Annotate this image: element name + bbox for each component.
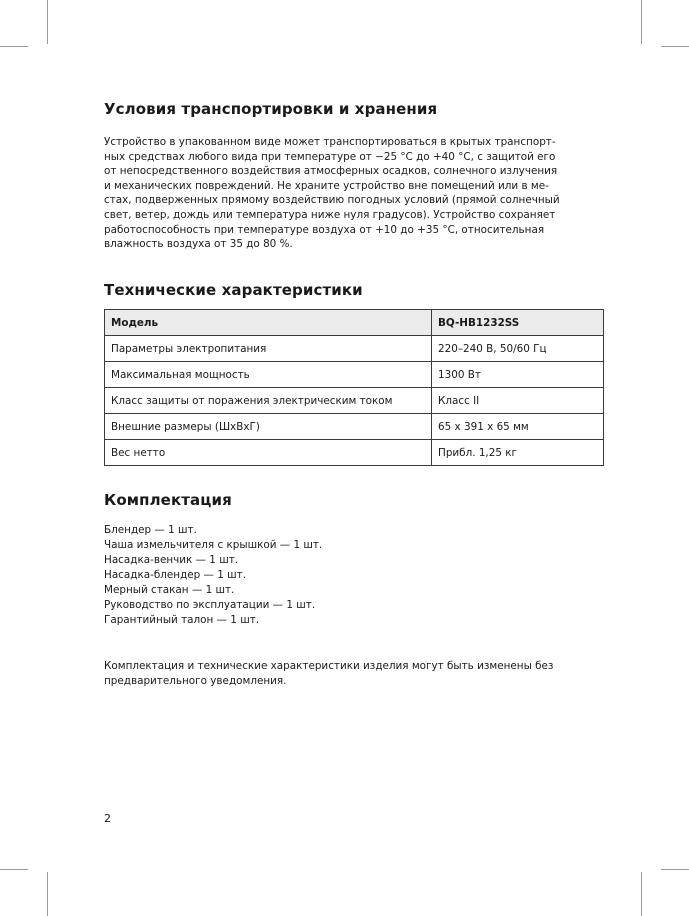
transport-line: и механических повреждений. Не храните устройство вне помещений или в ме- bbox=[104, 179, 549, 192]
spec-value: Класс II bbox=[432, 388, 604, 414]
page-number: 2 bbox=[104, 812, 111, 825]
crop-mark-top-right bbox=[641, 0, 642, 44]
crop-mark-left-top bbox=[0, 46, 28, 47]
list-item: Чаша измельчителя с крышкой — 1 шт. bbox=[104, 539, 323, 551]
crop-mark-right-bottom bbox=[661, 869, 689, 870]
list-item: Гарантийный талон — 1 шт. bbox=[104, 614, 260, 626]
transport-line: влажность воздуха от 35 до 80 %. bbox=[104, 238, 293, 251]
transport-line: ных средствах любого вида при температуре от −25 °С до +40 °С, с защитой его bbox=[104, 150, 556, 163]
specs-title: Технические характеристики bbox=[104, 281, 363, 299]
transport-line: Устройство в упакованном виде может транспортироваться в крытых транспорт- bbox=[104, 136, 556, 148]
list-item: Блендер — 1 шт. bbox=[104, 524, 197, 536]
transport-line: от непосредственного воздействия атмосферных осадков, солнечного излучения bbox=[104, 165, 558, 178]
list-item: Насадка-блендер — 1 шт. bbox=[104, 569, 247, 581]
specs-table bbox=[104, 309, 604, 466]
transport-line: работоспособность при температуре воздуха от +10 до +35 °С, относительная bbox=[104, 223, 545, 236]
spec-value: 65 x 391 x 65 мм bbox=[432, 414, 604, 440]
specs-header-model: BQ-HB1232SS bbox=[432, 310, 604, 336]
kit-list bbox=[104, 523, 322, 628]
spec-label: Вес нетто bbox=[105, 440, 432, 466]
crop-mark-right-top bbox=[661, 46, 689, 47]
spec-label: Параметры электропитания bbox=[105, 336, 432, 362]
list-item: Мерный стакан — 1 шт. bbox=[104, 584, 235, 596]
spec-value: 220–240 В, 50/60 Гц bbox=[432, 336, 604, 362]
crop-mark-bottom-right bbox=[641, 872, 642, 916]
transport-line: стах, подверженных прямому воздействию погодных условий (прямой солнечный bbox=[104, 194, 560, 207]
notice-line: предварительного уведомления. bbox=[104, 674, 287, 687]
transport-paragraph bbox=[104, 135, 604, 252]
table-row bbox=[105, 414, 604, 440]
spec-value: 1300 Вт bbox=[432, 362, 604, 388]
table-row bbox=[105, 440, 604, 466]
kit-title: Комплектация bbox=[104, 491, 232, 509]
notice-paragraph bbox=[104, 659, 604, 688]
specs-header-label: Модель bbox=[105, 310, 432, 336]
spec-label: Внешние размеры (ШхВхГ) bbox=[105, 414, 432, 440]
table-row bbox=[105, 388, 604, 414]
list-item: Руководство по эксплуатации — 1 шт. bbox=[104, 599, 316, 611]
table-row bbox=[105, 336, 604, 362]
list-item: Насадка-венчик — 1 шт. bbox=[104, 554, 239, 566]
spec-label: Максимальная мощность bbox=[105, 362, 432, 388]
transport-title: Условия транспортировки и хранения bbox=[104, 100, 438, 118]
spec-value: Прибл. 1,25 кг bbox=[432, 440, 604, 466]
transport-line: свет, ветер, дождь или температура ниже нуля градусов). Устройство сохраняет bbox=[104, 208, 556, 221]
spec-label: Класс защиты от поражения электрическим током bbox=[105, 388, 432, 414]
notice-line: Комплектация и технические характеристики изделия могут быть изменены без bbox=[104, 660, 554, 672]
crop-mark-top-left bbox=[47, 0, 48, 44]
table-row bbox=[105, 362, 604, 388]
crop-mark-left-bottom bbox=[0, 869, 28, 870]
crop-mark-bottom-left bbox=[47, 872, 48, 916]
specs-header-row bbox=[105, 310, 604, 336]
